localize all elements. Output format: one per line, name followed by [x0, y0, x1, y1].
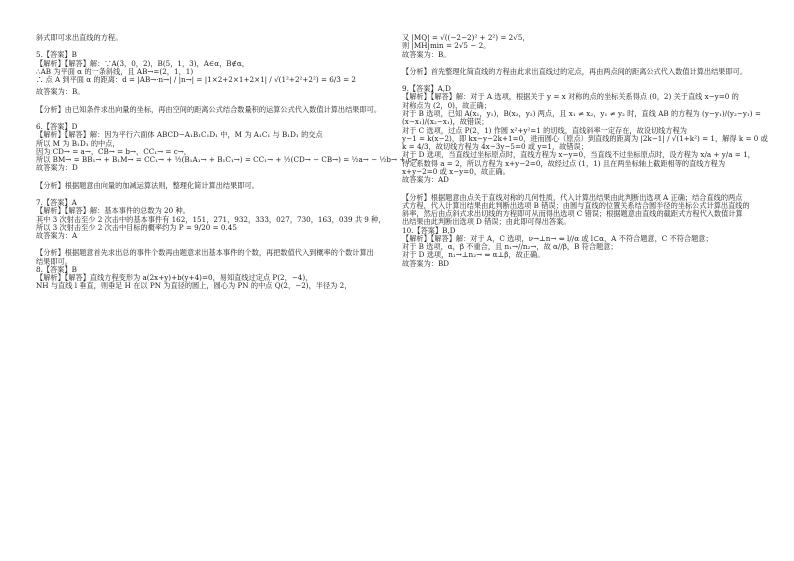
text-line: 【解析】【解答】直线方程变形为 a(2x+y)+b(y+4)=0，易知直线过定点 P(2，−4)， — [36, 273, 313, 283]
text-line: 所以 M 为 B₁D₁ 的中点， — [36, 138, 120, 148]
text-line: 【解析】【解答】解：因为平行六面体 ABCD−A₁B₁C₁D₁ 中，M 为 A₁C₁ 与 B₁D₁ 的交点 — [36, 130, 323, 140]
text-line: 【解析】【解答】解：基本事件的总数为 20 种。 — [36, 206, 190, 216]
answer-heading-6: 6.【答案】D — [36, 121, 78, 131]
text-line: 故答案为：D — [36, 163, 78, 173]
formula-line: ∴ 点 A 到平面 α 的距离：d = |AB→·n→| / |n→| = |1×2+2×1+2×1| / √(1²+2²+2²) = 6/3 = 2 — [36, 75, 357, 85]
answer-heading-5: 5.【答案】B — [36, 50, 77, 60]
left-column — [36, 33, 418, 291]
text-line: 对称点为 (2，0)，故正确； — [402, 100, 491, 110]
text-line: 【解析】【解答】解：对于 A，C 选项，ν→⊥n→ ⇔ l//α 或 l⊂α，A 不符合题意，C 不符合题意； — [402, 233, 713, 243]
text-line: 待定系数得 a = 2，所以方程为 x+y−2=0，故经过点 (1，1) 且在两坐标轴上截距相等的直线方程为 — [402, 158, 726, 168]
text-line: 斜式即可求出直线的方程。 — [36, 33, 123, 42]
text-line: 对于 B 选项，α，β 不重合，且 n₁→//n₂→，故 α//β，B 符合题意； — [402, 242, 618, 252]
analysis-line: 【分析】首先整理化简直线的方程由此求出直线过的定点，再由两点间的距离公式代入数值计算出结果即可。 — [402, 66, 748, 76]
formula-line: k = 4/3，故切线方程为 4x−3y−5=0 或 y=1，故错误； — [402, 142, 588, 152]
right-column — [402, 33, 768, 268]
analysis-line: 【分析】由已知条件求出向量的坐标，再由空间的距离公式结合数量积的运算公式代入数值计算出结果即可。 — [36, 104, 382, 114]
formula-line: 所以 3 次射击至少 2 次击中目标的概率约为 P = 9/20 = 0.45 — [36, 222, 237, 232]
text-line: 故答案为：BD — [402, 258, 449, 268]
analysis-line: 【分析】根据题意由向量的加减运算法则，整理化简计算出结果即可。 — [36, 180, 259, 190]
analysis-line: 式方程，代入计算出结果由此判断出选项 B 错误；由圆与直线的位置关系结合圆半径的坐标公式计算出直线的 — [402, 200, 750, 210]
formula-line: y−1 = k(x−2)，即 kx−y−2k+1=0，进而圆心（原点）到直线的距离为 |2k−1| / √(1+k²) = 1，解得 k = 0 或 — [402, 133, 768, 143]
analysis-line: 结果即可。 — [36, 256, 72, 266]
answer-heading-9: 9.【答案】A,D — [402, 84, 451, 94]
text-line: x+y−2=0 或 x−y=0，故正确。 — [402, 166, 510, 176]
answer-heading-10: 10.【答案】B,D — [402, 225, 456, 235]
text-line: 【解析】【解答】解：∵A(3，0，2)，B(5，1，3)，A∈α，B∉α， — [36, 58, 249, 68]
analysis-line: 斜率，然后由点斜式求出切线的方程即可从而得出选项 C 错误；根据题意由直线的截距式方程代入数值计算 — [402, 209, 743, 219]
text-line: 故答案为：B。 — [36, 87, 85, 97]
formula-line: 所以 BM→ = BB₁→ + B₁M→ = CC₁→ + ½(B₁A₁→ + B₁C₁→) = CC₁→ + ½(CD→ − CB→) = ½a→ − ½b→ + c→ — [36, 155, 418, 165]
text-line: 故答案为：B。 — [402, 49, 451, 59]
formula-line: 对于 D 选项，当直线过坐标原点时，直线方程为 x−y=0，当直线不过坐标原点时，设方程为 x/a + y/a = 1， — [402, 150, 755, 160]
text-line: ∴AB 为平面 α 的一条斜线，且 AB→=(2，1，1) — [36, 66, 194, 76]
formula-line: 对于 B 选项，已知 A(x₁，y₁)，B(x₂，y₂) 两点，且 x₁ ≠ x₂，y₁ ≠ y₂ 时，直线 AB 的方程为 (y−y₁)/(y₂−y₁) = — [402, 108, 761, 118]
formula-line: 又 |MQ| = √((−2−2)² + 2²) = 2√5， — [402, 33, 530, 42]
formula-line: (x−x₁)/(x₂−x₁)，故错误； — [402, 117, 489, 127]
text-line: NH 与直线 l 垂直，则垂足 H 在以 PN 为直径的圆上，圆心为 PN 的中点 Q(2，−2)，半径为 2， — [36, 281, 352, 291]
answer-heading-8: 8.【答案】B — [36, 264, 77, 274]
analysis-line: 【分析】根据题意首先求出总的事件个数再由题意求出基本事件的个数，再把数值代入到概率的个数计算出 — [36, 248, 374, 258]
text-line: 故答案为：A — [36, 231, 78, 241]
text-line: 对于 C 选项，过点 P(2，1) 作圆 x²+y²=1 的切线，直线斜率一定存在，故设切线方程为 — [402, 125, 687, 135]
analysis-line: 出结果由此判断出选项 D 错误；由此即可得出答案。 — [402, 217, 571, 227]
analysis-line: 【分析】根据题意由点关于直线对称的几何性质，代入计算出结果由此判断出选项 A 正确；结合直线的两点 — [402, 192, 743, 202]
text-line: 因为 CD→ = a→，CB→ = b→，CC₁→ = c→， — [36, 146, 191, 156]
formula-line: 则 |MH|min = 2√5 − 2。 — [402, 41, 491, 51]
text-line: 【解析】【解答】解：对于 A 选项，根据关于 y = x 对称的点的坐标关系得点 (0，2) 关于直线 x−y=0 的 — [402, 92, 739, 102]
answer-heading-7: 7.【答案】A — [36, 197, 77, 207]
text-line: 对于 D 选项，n₁→⊥n₂→ ⇔ α⊥β，故正确。 — [402, 250, 545, 260]
text-line: 其中 3 次射击至少 2 次击中的基本事件有 162，151，271，932，333，027，730，163，039 共 9 种， — [36, 214, 386, 224]
text-line: 故答案为：AD — [402, 175, 449, 185]
